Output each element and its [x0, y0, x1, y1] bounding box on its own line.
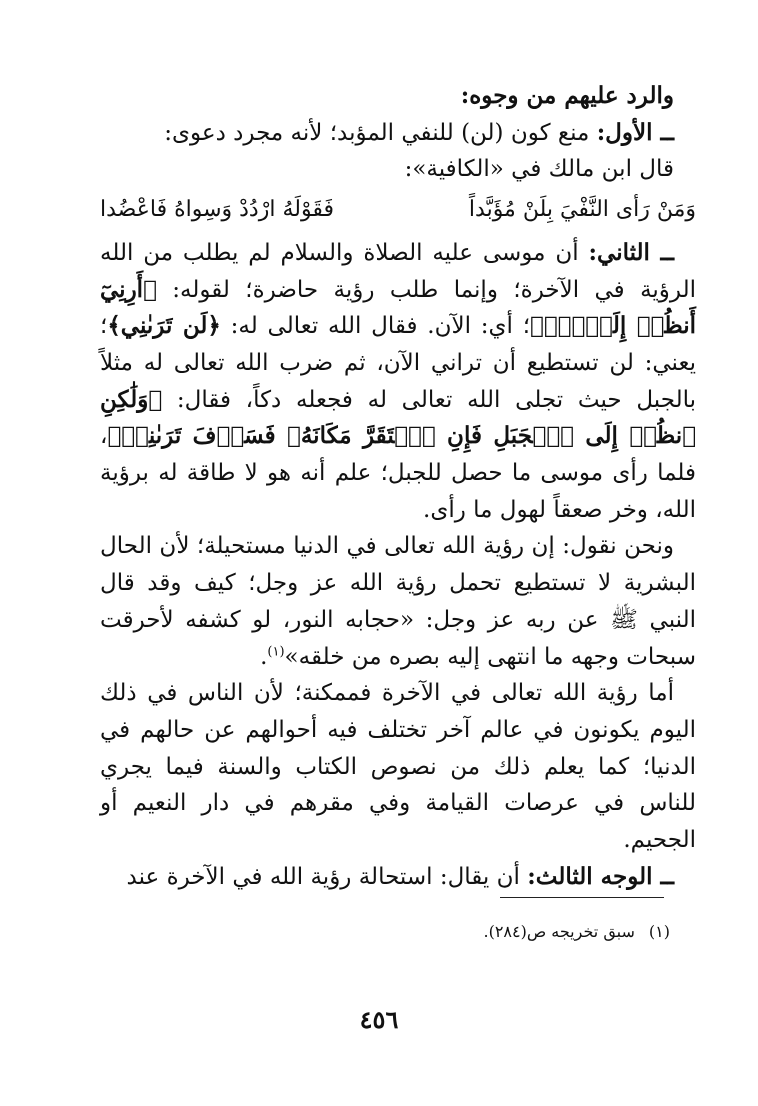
page-number: ٤٥٦ [359, 1005, 399, 1034]
quote-intro-text: قال ابن مالك في «الكافية»: [404, 156, 674, 183]
paragraph-second-aspect [100, 235, 696, 529]
third-aspect-label: ــ الوجه الثالث: [527, 862, 674, 890]
first-aspect-text: منع كون (لن) للنفي المؤبد؛ لأنه مجرد دعوى: [164, 119, 597, 146]
paragraph-first-aspect [100, 115, 696, 152]
quote-intro [100, 151, 696, 188]
worldly-vision-end: . [260, 643, 268, 670]
second-aspect-text-3: ؛ يعني: لن تستطيع أن تراني الآن، ثم ضرب الله تعالى له مثلاً بالجبل حيث تجلى الله تعالى له فجعله دكاً، فقال: [100, 313, 696, 413]
verse-second-hemistich: فَقَوْلَهُ ارْدُدْ وَسِواهُ فَاعْضُدا [100, 197, 334, 223]
quran-quote-2: ﴿لَن تَرَىٰنِي﴾ [107, 312, 221, 340]
footnote-divider [500, 897, 664, 898]
second-aspect-text-2: ؛ أي: الآن. فقال الله تعالى له: [220, 313, 531, 340]
footnote-reference: (١) [267, 643, 285, 659]
third-aspect-text: أن يقال: استحالة رؤية الله في الآخرة عند [126, 863, 528, 890]
main-text [100, 78, 696, 895]
afterlife-vision-text: أما رؤية الله تعالى في الآخرة فممكنة؛ لأن الناس في ذلك اليوم يكونون في عالم آخر تختلف فيه أحوالهم عن حالهم في الدنيا؛ كما يعلم ذلك من نصوص الكتاب والسنة فيما يجري للناس في عرصات القيامة وفي مقرهم في دار النعيم أو الجحيم. [100, 680, 696, 854]
first-aspect-label: ــ الأول: [596, 118, 674, 146]
paragraph-third-aspect [100, 859, 696, 896]
second-aspect-text-1: أن موسى عليه الصلاة والسلام لم يطلب من الله الرؤية في الآخرة؛ وإنما طلب رؤية حاضرة؛ لقوله: [100, 239, 696, 303]
quran-quote-1: ﴿أَرِنِيٓ أَنظُرۡ إِلَيۡكَۚ﴾ [100, 275, 696, 340]
paragraph-afterlife-vision [100, 675, 696, 859]
second-aspect-text-4: ، فلما رأى موسى ما حصل للجبل؛ علم أنه هو لا طاقة له برؤية الله، وخر صعقاً لهول ما رأى. [100, 423, 696, 523]
footnote-number: (١) [648, 922, 670, 941]
worldly-vision-text: ونحن نقول: إن رؤية الله تعالى في الدنيا مستحيلة؛ لأن الحال البشرية لا تستطيع تحمل رؤية الله عز وجل؛ كيف وقد قال النبي ﷺ عن ربه عز وجل: «حجابه النور، لو كشفه لأحرقت سبحات وجهه ما انتهى إليه بصره من خلقه» [100, 533, 696, 670]
intro-heading: والرد عليهم من وجوه: [460, 82, 674, 109]
footnote [380, 920, 670, 944]
poetry-verse [100, 192, 696, 229]
footnote-text: سبق تخريجه ص(٢٨٤). [483, 922, 635, 941]
intro-line [100, 78, 696, 115]
quran-quote-3: ﴿وَلَٰكِنِ ٱنظُرۡ إِلَى ٱلۡجَبَلِ فَإِنِ ٱسۡتَقَرَّ مَكَانَهُۥ فَسَوۡفَ تَرَىٰنِيۚ﴾ [100, 385, 696, 450]
paragraph-worldly-vision [100, 528, 696, 675]
verse-first-hemistich: وَمَنْ رَأى النَّفْيَ بِلَنْ مُؤَبَّداً [468, 197, 696, 223]
second-aspect-label: ــ الثاني: [588, 238, 674, 266]
